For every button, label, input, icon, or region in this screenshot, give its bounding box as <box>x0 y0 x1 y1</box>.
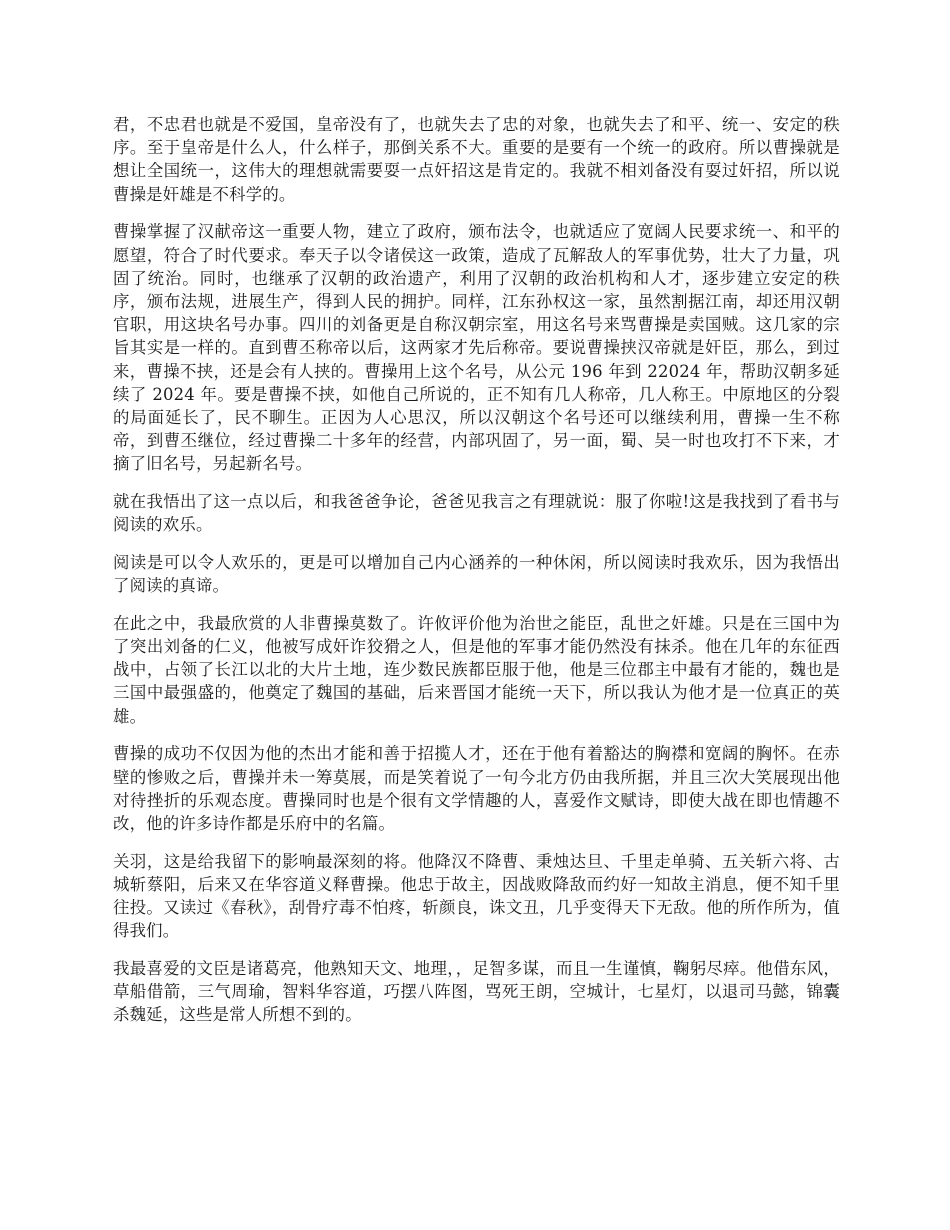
paragraph: 曹操的成功不仅因为他的杰出才能和善于招揽人才，还在于他有着豁达的胸襟和宽阔的胸怀。在赤壁的惨败之后，曹操并未一筹莫展，而是笑着说了一句今北方仍由我所据，并且三次大笑展现出他对待挫折的乐观态度。曹操同时也是个很有文学情趣的人，喜爱作文赋诗，即使大战在即也情趣不改，他的许多诗作都是乐府中的名篇。 <box>113 744 840 833</box>
paragraph: 君，不忠君也就是不爱国，皇帝没有了，也就失去了忠的对象，也就失去了和平、统一、安定的秩序。至于皇帝是什么人，什么样子，那倒关系不大。重要的是要有一个统一的政府。所以曹操就是想让全国统一，这伟大的理想就需要耍一点奸招这是肯定的。我就不相刘备没有耍过奸招，所以说曹操是奸雄是不科学的。 <box>113 115 840 204</box>
paragraph: 在此之中，我最欣赏的人非曹操莫数了。许攸评价他为治世之能臣，乱世之奸雄。只是在三国中为了突出刘备的仁义，他被写成奸诈狡猾之人，但是他的军事才能仍然没有抹杀。他在几年的东征西战中，占领了长江以北的大片土地，连少数民族都臣服于他，他是三位郡主中最有才能的，魏也是三国中最强盛的，他奠定了魏国的基础，后来晋国才能统一天下，所以我认为他才是一位真正的英雄。 <box>113 613 840 726</box>
paragraph: 关羽，这是给我留下的影响最深刻的将。他降汉不降曹、秉烛达旦、千里走单骑、五关斩六将、古城斩蔡阳，后来又在华容道义释曹操。他忠于故主，因战败降敌而约好一知故主消息，便不知千里往投。又读过《春秋》，刮骨疗毒不怕疼，斩颜良，诛文丑，几乎变得天下无敌。他的所作所为，值得我们。 <box>113 851 840 941</box>
document-body <box>113 113 840 1041</box>
paragraph: 阅读是可以令人欢乐的，更是可以增加自己内心涵养的一种休闲，所以阅读时我欢乐，因为我悟出了阅读的真谛。 <box>113 552 840 596</box>
paragraph: 我最喜爱的文臣是诸葛亮，他熟知天文、地理，，足智多谋，而且一生谨慎，鞠躬尽瘁。他借东风，草船借箭，三气周瑜，智料华容道，巧摆八阵图，骂死王朗，空城计，七星灯，以退司马懿，锦囊杀魏延，这些是常人所想不到的。 <box>113 959 840 1025</box>
paragraph: 就在我悟出了这一点以后，和我爸爸争论，爸爸见我言之有理就说：服了你啦!这是我找到了看书与阅读的欢乐。 <box>113 492 840 535</box>
paragraph: 曹操掌握了汉献帝这一重要人物，建立了政府，颁布法令，也就适应了宽阔人民要求统一、和平的愿望，符合了时代要求。奉天子以令诸侯这一政策，造成了瓦解敌人的军事优势，壮大了力量，巩固了统治。同时，也继承了汉朝的政治遗产，利用了汉朝的政治机构和人才，逐步建立安定的秩序，颁布法规，进展生产，得到人民的拥护。同样，江东孙权这一家，虽然割据江南，却还用汉朝官职，用这块名号办事。四川的刘备更是自称汉朝宗室，用这名号来骂曹操是卖国贼。这几家的宗旨其实是一样的。直到曹丕称帝以后，这两家才先后称帝。要说曹操挟汉帝就是奸臣，那么，到过来，曹操不挟，还是会有人挟的。曹操用上这个名号，从公元 196 年到 22024 年，帮助汉朝多延续了 2024 年。要是曹操不挟，如他自己所说的，正不知有几人称帝，几人称王。中原地区的分裂的局面延长了，民不聊生。正因为人心思汉，所以汉朝这个名号还可以继续利用，曹操一生不称帝，到曹丕继位，经过曹操二十多年的经营，内部巩固了，另一面，蜀、吴一时也攻打不下来，才摘了旧名号，另起新名号。 <box>113 222 840 474</box>
